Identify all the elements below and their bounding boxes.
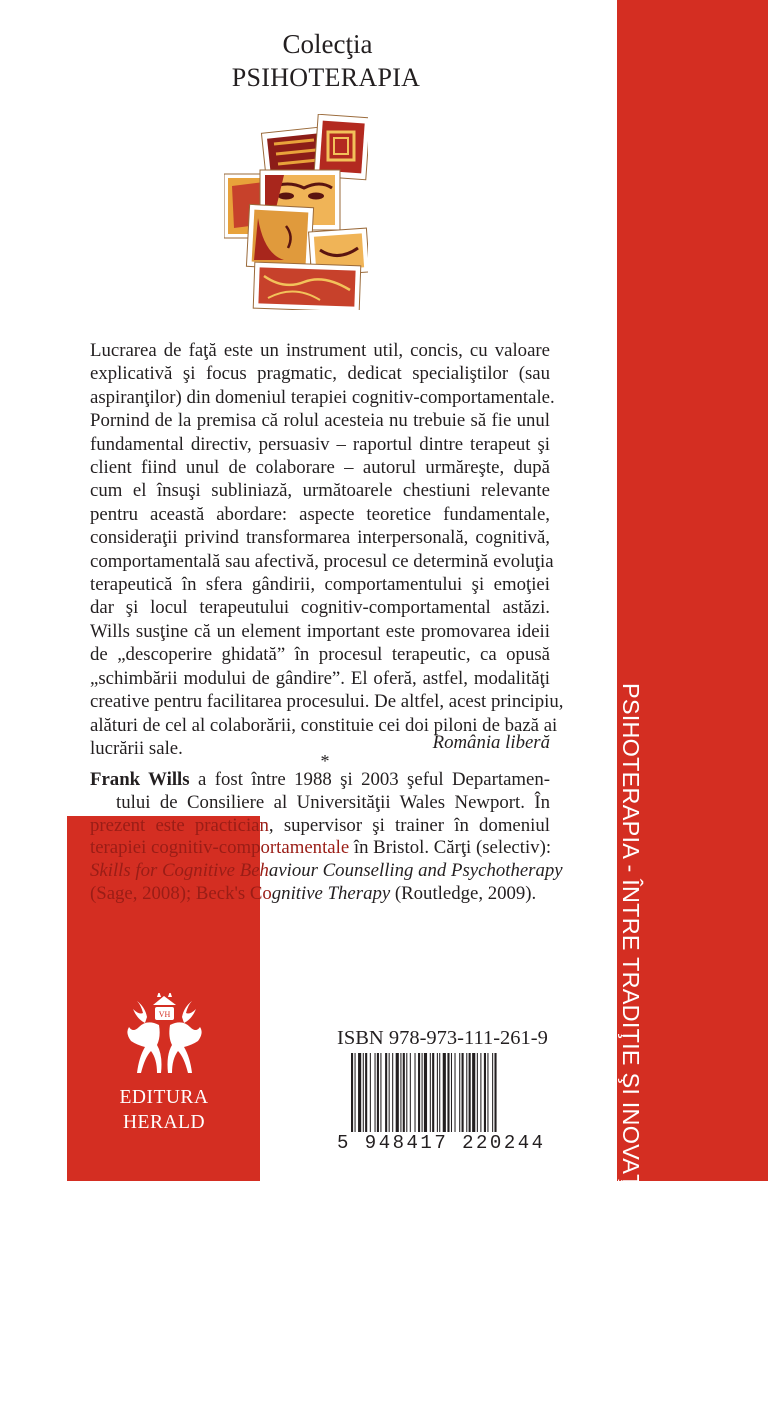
barcode-bar <box>406 1053 407 1137</box>
author-bio-text: în Bristol. Cărţi (selectiv): <box>349 837 552 859</box>
description-line: aspiranţilor) din domeniul terapiei cognitiv-comportamentale. <box>90 386 555 408</box>
author-bio-text: tului de Consiliere al Universităţii Wales Newport. În <box>116 791 550 813</box>
barcode-bar <box>415 1053 416 1137</box>
barcode-bar <box>418 1053 420 1137</box>
publisher-name <box>104 1085 224 1135</box>
description-line: pentru această abordare: aspecte teoretice fundamentale, <box>90 503 550 525</box>
svg-text:VH: VH <box>158 1010 171 1019</box>
barcode-bar <box>451 1053 452 1137</box>
author-bio-text: (Sage, 2008); Beck's Co <box>90 882 272 904</box>
barcode-bar <box>389 1053 390 1137</box>
description-line: comportamentală sau afectivă, procesul ce determină evoluţia <box>90 550 554 572</box>
barcode-bar <box>447 1053 449 1137</box>
barcode-bar <box>480 1053 481 1137</box>
book-title: aviour Counselling and Psychotherapy <box>268 860 563 882</box>
publisher-name-line2: HERALD <box>122 1112 206 1133</box>
barcode-bar <box>380 1053 381 1137</box>
series-label: Colecţia <box>282 29 373 59</box>
author-bio <box>90 769 563 906</box>
description-line: terapeutică în sfera gândirii, comportamentului şi emoţiei <box>90 574 550 596</box>
author-bio-text: terapiei cognitiv-comportamentale <box>90 837 350 859</box>
section-separator: * <box>320 751 330 771</box>
barcode-bar <box>443 1053 446 1137</box>
barcode-bar <box>410 1053 411 1137</box>
barcode-bar <box>430 1053 431 1137</box>
description-line: creative pentru facilitarea procesului. De altfel, acest principiu, <box>90 691 564 713</box>
barcode-bar <box>377 1053 379 1137</box>
barcode-bar <box>454 1053 455 1137</box>
description-line: cum el însuşi subliniază, următoarele chestiuni relevante <box>90 480 550 502</box>
barcode-bar <box>484 1053 486 1137</box>
barcode-bar <box>363 1053 364 1137</box>
description-line: alături de cel al colaborării, constituie cei doi piloni de bază ai <box>90 714 558 736</box>
quote-source: România liberă <box>432 732 550 753</box>
barcode-bar <box>370 1053 371 1137</box>
description-line: fundamental directiv, persuasiv – raportul dintre terapeut şi <box>90 433 550 455</box>
barcode-bar <box>472 1053 475 1137</box>
description-line: client fiind unul de colaborare – autorul urmăreşte, după <box>90 457 550 479</box>
barcode-bar <box>437 1053 438 1137</box>
description-line: Lucrarea de faţă este un instrument util, concis, cu valoare <box>90 340 550 361</box>
author-bio-text: prezent este practician <box>90 814 269 836</box>
description-line: Wills susţine că un element important este promovarea ideii <box>90 620 550 642</box>
back-cover-description <box>90 339 564 760</box>
description-line: explicativă şi focus pragmatic, dedicat specialiştilor (sau <box>90 363 550 385</box>
description-line: consideraţii privind transformarea interpersonală, cognitivă, <box>90 527 550 549</box>
isbn-label: ISBN 978-973-111-261-9 <box>337 1027 548 1049</box>
author-name: Frank Wills <box>90 769 190 790</box>
book-title: gnitive Therapy <box>271 882 391 904</box>
barcode-bar <box>400 1053 401 1137</box>
barcode-bar <box>392 1053 393 1137</box>
barcode-bar <box>375 1053 376 1137</box>
description-line: Pornind de la premisa că rolul acesteia nu trebuie să fie unul <box>90 410 550 432</box>
barcode-bar <box>365 1053 367 1137</box>
publisher-logo-deer-emblem <box>117 993 212 1081</box>
barcode-bar <box>477 1053 478 1137</box>
barcode-bar <box>466 1053 467 1137</box>
spine-title: PSIHOTERAPIA - ÎNTRE TRADIŢIE ŞI INOVAŢIE <box>618 683 644 1212</box>
author-bio-text: (Routledge, 2009). <box>390 882 537 904</box>
barcode-bar <box>459 1053 460 1137</box>
book-title: Skills for Cognitive Beh <box>90 860 269 882</box>
barcode-bar <box>403 1053 405 1137</box>
barcode-bar <box>385 1053 387 1137</box>
publisher-name-line1: EDITURA <box>119 1087 209 1108</box>
author-bio-text: , supervisor şi trainer în domeniul <box>268 814 550 836</box>
barcode-bar <box>432 1053 434 1137</box>
barcode-bar <box>439 1053 440 1137</box>
barcode-bar <box>462 1053 464 1137</box>
barcode-bar <box>396 1053 399 1137</box>
description-line: „schimbării modului de gândire”. El oferă, astfel, modalităţi <box>90 667 550 689</box>
description-line: dar şi locul terapeutului cognitiv-comportamental astăzi. <box>90 597 550 619</box>
series-name: PSIHOTERAPIA <box>231 63 421 92</box>
barcode-bar <box>358 1053 361 1137</box>
author-bio-text: a fost între 1988 şi 2003 şeful Departamen- <box>189 769 550 790</box>
barcode-digits: 5 948417 220244 <box>337 1132 546 1154</box>
barcode-bar <box>469 1053 471 1137</box>
description-line: lucrării sale. <box>90 737 183 759</box>
description-line: de „descoperire ghidată” în procesul terapeutic, ca opusă <box>90 644 550 666</box>
cover-collage-illustration <box>224 114 368 310</box>
barcode-bar <box>487 1053 488 1137</box>
